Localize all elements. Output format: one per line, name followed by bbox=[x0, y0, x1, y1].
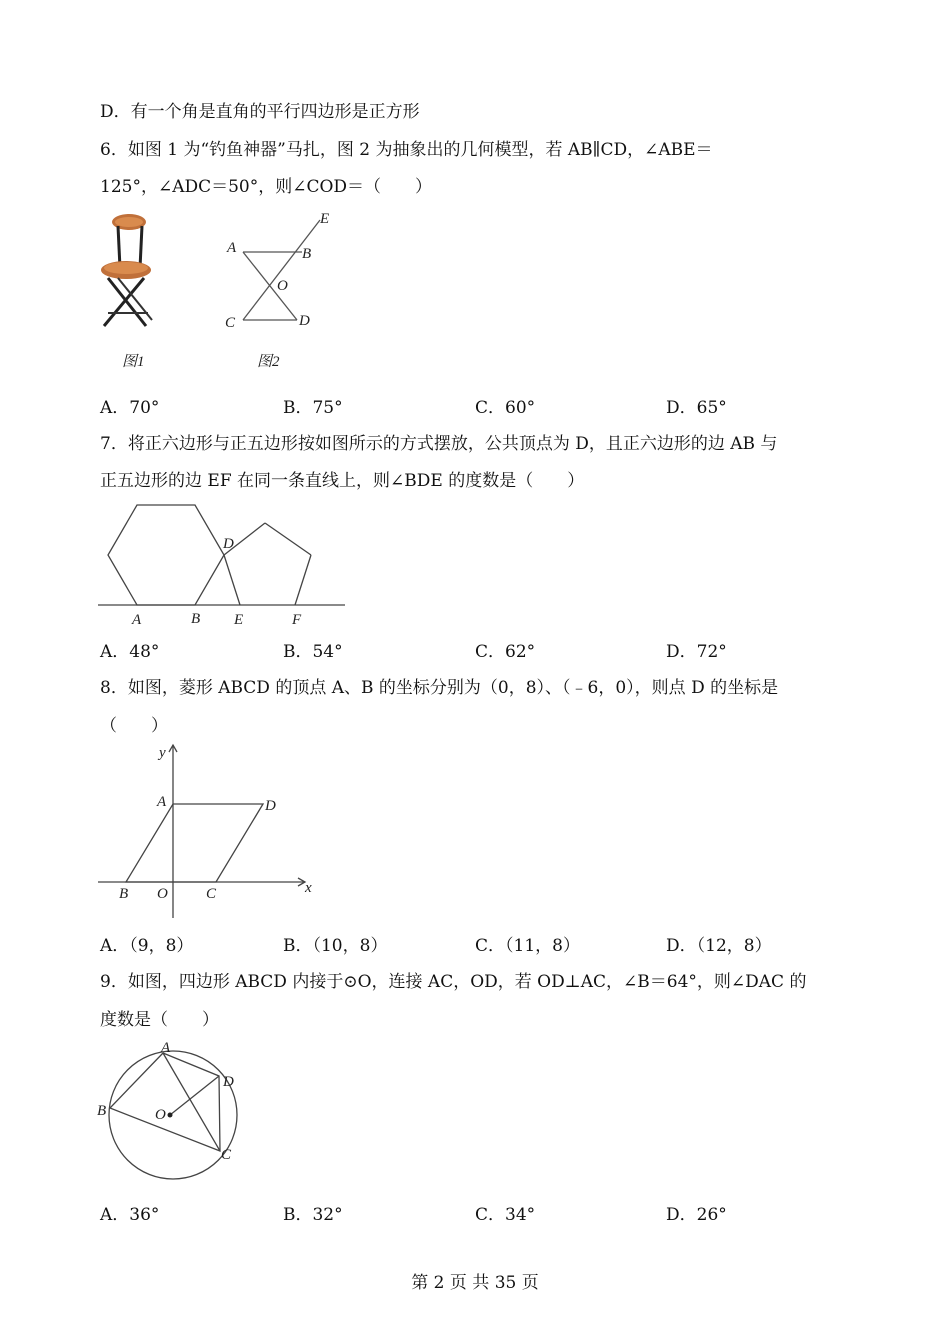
label-b: B bbox=[119, 886, 129, 902]
stool-image bbox=[101, 214, 152, 326]
q8-stem-line1: 8．如图，菱形 ABCD 的顶点 A、B 的坐标分别为（0，8）、（﹣6，0），则点 D 的坐标是 bbox=[100, 678, 779, 698]
label-x: x bbox=[305, 880, 312, 896]
label-c: C bbox=[206, 886, 217, 902]
label-d: D bbox=[299, 313, 310, 329]
label-y: y bbox=[159, 745, 166, 761]
q7-figure bbox=[95, 495, 355, 630]
label-a: A bbox=[132, 612, 142, 628]
label-o: O bbox=[155, 1107, 166, 1123]
q7-stem-line2: 正五边形的边 EF 在同一条直线上，则∠BDE 的度数是（ ） bbox=[100, 471, 585, 491]
q9-option-b[interactable]: B．32° bbox=[283, 1205, 343, 1225]
q9-option-c[interactable]: C．34° bbox=[475, 1205, 536, 1225]
q6-figure2-model bbox=[222, 208, 342, 378]
q7-option-d[interactable]: D．72° bbox=[666, 642, 727, 662]
q6-stem-line1: 6．如图 1 为“钓鱼神器”马扎，图 2 为抽象出的几何模型，若 AB∥CD，∠ABE＝ bbox=[100, 140, 713, 160]
label-o: O bbox=[157, 886, 168, 902]
fig1-caption: 图1 bbox=[122, 354, 145, 370]
q9-stem-line1: 9．如图，四边形 ABCD 内接于⊙O，连接 AC，OD，若 OD⊥AC，∠B＝64°，则∠DAC 的 bbox=[100, 972, 807, 992]
q8-stem-line2: （ ） bbox=[100, 716, 168, 736]
label-d: D bbox=[223, 536, 234, 552]
q7-option-b[interactable]: B．54° bbox=[283, 642, 343, 662]
label-d: D bbox=[265, 798, 276, 814]
label-a: A bbox=[161, 1040, 171, 1056]
q8-option-c[interactable]: C．（11，8） bbox=[475, 936, 580, 956]
label-c: C bbox=[221, 1147, 232, 1163]
q7-option-c[interactable]: C．62° bbox=[475, 642, 536, 662]
label-b: B bbox=[302, 246, 312, 262]
q8-option-a[interactable]: A．（9，8） bbox=[100, 936, 194, 956]
label-c: C bbox=[225, 315, 236, 331]
q6-option-b[interactable]: B．75° bbox=[283, 398, 343, 418]
label-f: F bbox=[292, 612, 302, 628]
label-b: B bbox=[191, 611, 201, 627]
page-footer: 第 2 页 共 35 页 bbox=[411, 1273, 539, 1293]
q9-option-d[interactable]: D．26° bbox=[666, 1205, 727, 1225]
q9-stem-line2: 度数是（ ） bbox=[100, 1010, 219, 1030]
label-e: E bbox=[234, 612, 244, 628]
q6-stem-line2: 125°，∠ADC＝50°，则∠COD＝（ ） bbox=[100, 177, 433, 197]
q8-option-b[interactable]: B．（10，8） bbox=[283, 936, 388, 956]
q9-figure bbox=[95, 1038, 255, 1183]
prev-option-d: D．有一个角是直角的平行四边形是正方形 bbox=[100, 102, 420, 122]
q7-stem-line1: 7．将正六边形与正五边形按如图所示的方式摆放，公共顶点为 D，且正六边形的边 AB 与 bbox=[100, 434, 778, 454]
label-d: D bbox=[223, 1074, 234, 1090]
q9-option-a[interactable]: A．36° bbox=[100, 1205, 160, 1225]
label-a: A bbox=[227, 240, 237, 256]
q6-option-a[interactable]: A．70° bbox=[100, 398, 160, 418]
fig2-caption: 图2 bbox=[257, 354, 280, 370]
label-b: B bbox=[97, 1103, 107, 1119]
label-e: E bbox=[320, 211, 330, 227]
q8-option-d[interactable]: D．（12，8） bbox=[666, 936, 772, 956]
q6-option-c[interactable]: C．60° bbox=[475, 398, 536, 418]
q6-figure1-stool bbox=[98, 208, 168, 378]
q6-option-d[interactable]: D．65° bbox=[666, 398, 727, 418]
label-a: A bbox=[157, 794, 167, 810]
label-o: O bbox=[277, 278, 288, 294]
q7-option-a[interactable]: A．48° bbox=[100, 642, 160, 662]
q8-figure bbox=[95, 740, 325, 925]
